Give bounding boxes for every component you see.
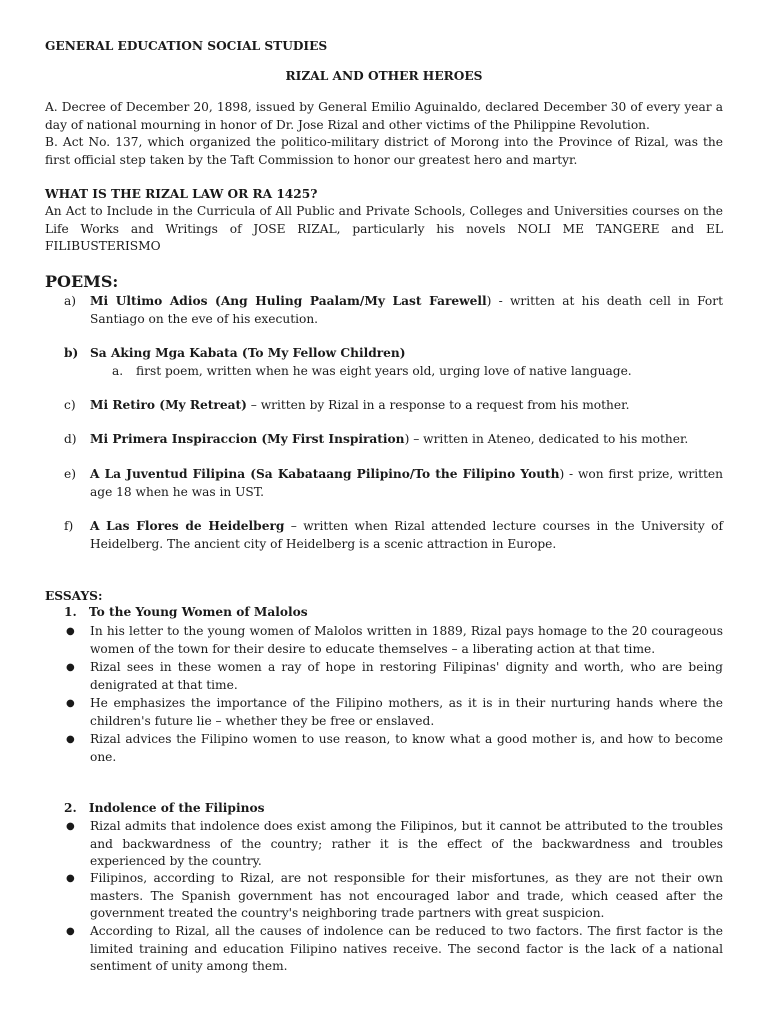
poem-item bbox=[64, 518, 723, 553]
list-item-text: According to Rizal, all the causes of indolence can be reduced to two factors. The first factor is the limited training and education Filipino natives receive. The second factor is the lack of a national sentiment of unity among them. bbox=[90, 924, 723, 974]
list-item bbox=[64, 659, 723, 694]
list-item bbox=[64, 731, 723, 766]
bullet-icon: ● bbox=[66, 698, 75, 709]
poem-marker: a) bbox=[64, 294, 77, 308]
bullet-icon: ● bbox=[66, 821, 75, 832]
poem-title: A La Juventud Filipina (Sa Kabataang Pilipino/To the Filipino Youth bbox=[90, 467, 560, 481]
list-item-text: He emphasizes the importance of the Filipino mothers, as it is in their nurturing hands where the children's future lie – whether they be free or enslaved. bbox=[90, 696, 723, 728]
intro-paragraph-a: A. Decree of December 20, 1898, issued by General Emilio Aguinaldo, declared December 30 of every year a day of national mourning in honor of Dr. Jose Rizal and other victims of the Philippine Revolution. bbox=[45, 100, 723, 132]
poem-title: Mi Ultimo Adios (Ang Huling Paalam/My Last Farewell bbox=[90, 294, 487, 308]
poem-subitem bbox=[112, 363, 723, 381]
list-item bbox=[64, 695, 723, 730]
list-item-text: Rizal admits that indolence does exist among the Filipinos, but it cannot be attributed to the troubles and backwardness of the country; rather it is the effect of the backwardness and troubles experienced by the country. bbox=[90, 819, 723, 869]
poem-description: – written by Rizal in a response to a request from his mother. bbox=[246, 398, 630, 412]
bullet-icon: ● bbox=[66, 926, 75, 937]
list-item bbox=[64, 623, 723, 658]
list-item-text: Filipinos, according to Rizal, are not responsible for their misfortunes, as they are not their own masters. The Spanish government has not encouraged labor and trade, which ceased after the government treated the country's neighboring trade partners with great suspicion. bbox=[90, 871, 723, 921]
poem-description: ) – written in Ateneo, dedicated to his mother. bbox=[404, 432, 689, 446]
list-item bbox=[64, 870, 723, 923]
poem-title: A Las Flores de Heidelberg bbox=[90, 519, 285, 533]
bullet-icon: ● bbox=[66, 734, 75, 745]
poem-description: ) - written at his death cell in Fort Santiago on the eve of his execution. bbox=[90, 294, 723, 326]
poem-item bbox=[64, 466, 723, 501]
poem-item bbox=[64, 345, 723, 363]
page-title: RIZAL AND OTHER HEROES bbox=[285, 69, 483, 83]
bullet-icon: ● bbox=[66, 662, 75, 673]
intro-paragraph-b: B. Act No. 137, which organized the politico-military district of Morong into the Province of Rizal, was the first official step taken by the Taft Commission to honor our greatest hero and martyr. bbox=[45, 135, 723, 167]
poem-marker: b) bbox=[64, 346, 79, 360]
poem-description: – written when Rizal attended lecture courses in the University of Heidelberg. The ancient city of Heidelberg is a scenic attraction in Europe. bbox=[90, 519, 723, 551]
list-item bbox=[64, 923, 723, 976]
course-heading: GENERAL EDUCATION SOCIAL STUDIES bbox=[45, 39, 328, 53]
poem-marker: e) bbox=[64, 467, 76, 481]
list-item-text: Rizal sees in these women a ray of hope in restoring Filipinas' dignity and worth, who are being denigrated at that time. bbox=[90, 660, 723, 692]
list-item-text: In his letter to the young women of Malolos written in 1889, Rizal pays homage to the 20 courageous women of the town for their desire to educate themselves – a liberating action at that time. bbox=[90, 624, 723, 656]
poem-marker: f) bbox=[64, 519, 74, 533]
poem-item bbox=[64, 293, 723, 328]
poems-heading: POEMS: bbox=[45, 272, 119, 291]
rizal-law-heading: WHAT IS THE RIZAL LAW OR RA 1425? bbox=[45, 187, 318, 201]
poem-title: Sa Aking Mga Kabata (To My Fellow Children) bbox=[90, 346, 406, 360]
poem-title: Mi Retiro (My Retreat) bbox=[90, 398, 247, 412]
essays-heading: ESSAYS: bbox=[45, 589, 103, 603]
rizal-law-text: An Act to Include in the Curricula of All Public and Private Schools, Colleges and Universities courses on the Life Works and Writings of JOSE RIZAL, particularly his novels NOLI ME TANGERE and EL FILIBUSTERISMO bbox=[45, 204, 723, 254]
poem-item bbox=[64, 397, 723, 415]
poem-title: Mi Primera Inspiraccion (My First Inspiration bbox=[90, 432, 405, 446]
poem-marker: c) bbox=[64, 398, 76, 412]
subitem-text: first poem, written when he was eight years old, urging love of native language. bbox=[136, 364, 632, 378]
bullet-icon: ● bbox=[66, 626, 75, 637]
list-item-text: Rizal advices the Filipino women to use reason, to know what a good mother is, and how to become one. bbox=[90, 732, 723, 764]
poem-item bbox=[64, 431, 723, 449]
poem-marker: d) bbox=[64, 432, 77, 446]
subitem-marker: a. bbox=[112, 364, 124, 378]
bullet-icon: ● bbox=[66, 873, 75, 884]
essay-title: 1. To the Young Women of Malolos bbox=[64, 605, 308, 619]
poem-description: ) - won first prize, written age 18 when he was in UST. bbox=[90, 467, 723, 499]
list-item bbox=[64, 818, 723, 871]
essay-title: 2. Indolence of the Filipinos bbox=[64, 801, 265, 815]
